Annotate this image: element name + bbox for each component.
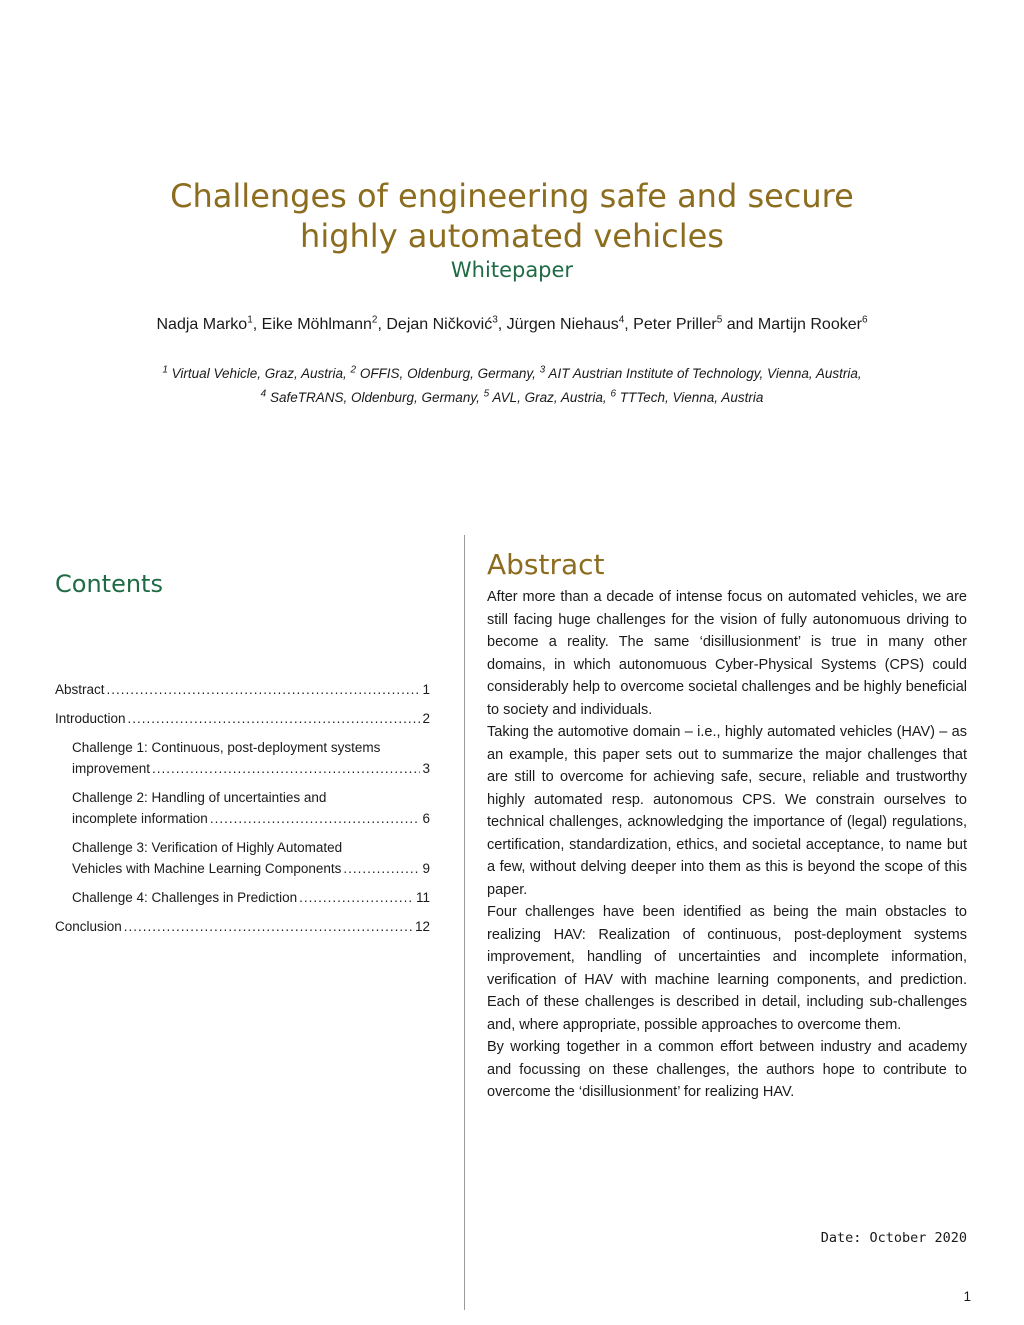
toc-entry-title: improvement (72, 761, 151, 776)
author-name: Martijn Rooker (757, 316, 862, 333)
toc-entry-title: Challenge 1: Continuous, post-deployment systems (72, 740, 381, 755)
author-separator: and (722, 316, 758, 333)
toc-dot-leader (152, 758, 420, 779)
affiliation-marker: 5 (483, 388, 490, 400)
toc-entry[interactable] (55, 887, 430, 908)
affiliations-line-1 (0, 362, 1024, 386)
toc-entry-title: Challenge 3: Verification of Highly Automated (72, 840, 343, 855)
contents-heading: Contents (55, 570, 163, 598)
abstract-paragraph: After more than a decade of intense focus on automated vehicles, we are still facing huge challenges for the vision of fully autonomuous driving to become a reality. The same ‘disillusionment’ is true in many other domains, in which autonomuous Cyber-Physical Systems (CPS) could considerably help to overcome societal challenges and be highly beneficial to society and individuals. (487, 589, 967, 718)
author-separator: , (497, 316, 507, 333)
page-number: 1 (963, 1289, 971, 1304)
toc-page-number: 12 (414, 919, 430, 934)
toc-entry[interactable] (55, 916, 430, 937)
author-name: Eike Möhlmann (261, 316, 372, 333)
toc-entry-title: Vehicles with Machine Learning Components (72, 861, 342, 876)
toc-dot-leader (128, 708, 421, 729)
toc-entry[interactable] (55, 837, 430, 879)
affiliation-text: AVL, Graz, Austria, (489, 390, 611, 405)
document-title (0, 176, 1024, 256)
toc-entry[interactable] (55, 679, 430, 700)
abstract-paragraph: Four challenges have been identified as being the main obstacles to realizing HAV: Realization of continuous, post-deployment systems improvement, handling of uncertainties and incomplete information, verification of HAV with machine learning components, and prediction. Each of these challenges is described in detail, including sub-challenges and, where appropriate, possible approaches to overcome them. (487, 904, 967, 1033)
abstract-paragraph: By working together in a common effort between industry and academy and focussing on these challenges, the authors hope to contribute to overcome the ‘disillusionment’ for realizing HAV. (487, 1039, 967, 1100)
author-affiliation-marker: 1 (247, 314, 253, 326)
toc-dot-leader (343, 858, 420, 879)
toc-page-number: 2 (422, 711, 430, 726)
abstract-paragraph: Taking the automotive domain – i.e., highly automated vehicles (HAV) – as an example, this paper sets out to summarize the major challenges that are still to overcome for achieving safe, secure, reliable and trustworthy highly automated resp. autonomous CPS. We constrain ourselves to technical challenges, acknowledging the importance of (legal) regulations, certification, standardization, ethics, and societal acceptance, to name but a few, without delving deeper into them as this is beyond the scope of this paper. (487, 724, 967, 898)
toc-entry[interactable] (55, 737, 430, 779)
author-list (0, 312, 1024, 338)
author-affiliation-marker: 4 (618, 314, 625, 326)
abstract-heading: Abstract (487, 548, 605, 581)
author-affiliation-marker: 6 (861, 314, 868, 326)
affiliation-text: Virtual Vehicle, Graz, Austria, (167, 366, 351, 381)
author-separator: , (624, 316, 634, 333)
affiliation-text: AIT Austrian Institute of Technology, Vienna, Austria, (545, 366, 862, 381)
toc-page-number: 3 (422, 761, 430, 776)
title-line-1: Challenges of engineering safe and secure (170, 177, 854, 215)
author-name: Dejan Ničković (386, 316, 493, 333)
column-divider (464, 535, 465, 1310)
affiliations (0, 362, 1024, 410)
affiliation-marker: 2 (350, 364, 357, 376)
author-name: Nadja Marko (156, 316, 248, 333)
toc-entry[interactable] (55, 708, 430, 729)
toc-page-number: 6 (422, 811, 430, 826)
toc-page-number: 11 (415, 890, 430, 905)
author-separator: , (377, 316, 387, 333)
toc-entry-title: Introduction (55, 711, 126, 726)
author-affiliation-marker: 3 (492, 314, 498, 326)
toc-dot-leader (124, 916, 413, 937)
affiliation-marker: 1 (162, 364, 168, 376)
toc-page-number: 9 (422, 861, 430, 876)
toc-entry-title: Conclusion (55, 919, 122, 934)
author-separator: , (252, 316, 262, 333)
toc-entry-title: incomplete information (72, 811, 208, 826)
title-line-2: highly automated vehicles (300, 217, 724, 255)
toc-dot-leader (107, 679, 421, 700)
toc-entry-title: Challenge 2: Handling of uncertainties and (72, 790, 327, 805)
affiliation-marker: 6 (610, 388, 616, 400)
abstract-body (487, 586, 967, 1104)
author-affiliation-marker: 2 (371, 314, 378, 326)
affiliation-marker: 4 (260, 388, 267, 400)
table-of-contents (55, 679, 430, 937)
author-affiliation-marker: 5 (716, 314, 723, 326)
affiliation-marker: 3 (539, 364, 546, 376)
affiliation-text: SafeTRANS, Oldenburg, Germany, (266, 390, 484, 405)
toc-dot-leader (210, 808, 421, 829)
document-date: Date: October 2020 (820, 1230, 967, 1246)
affiliations-line-2 (0, 386, 1024, 410)
affiliation-text: OFFIS, Oldenburg, Germany, (356, 366, 540, 381)
author-name: Jürgen Niehaus (506, 316, 619, 333)
toc-entry[interactable] (55, 787, 430, 829)
document-subtitle: Whitepaper (450, 258, 574, 282)
toc-entry-title: Challenge 4: Challenges in Prediction (72, 890, 298, 905)
toc-entry-title: Abstract (55, 682, 105, 697)
toc-page-number: 1 (422, 682, 430, 697)
toc-dot-leader (299, 887, 414, 908)
author-name: Peter Priller (633, 316, 717, 333)
affiliation-text: TTTech, Vienna, Austria (616, 390, 764, 405)
